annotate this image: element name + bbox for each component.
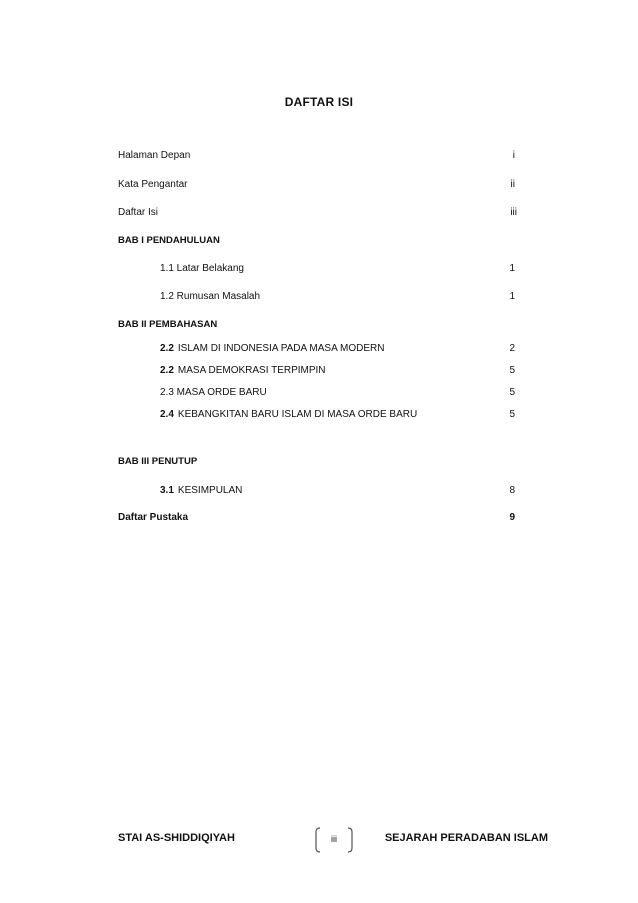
toc-label: 2.3 MASA ORDE BARU xyxy=(160,387,267,398)
page-title: DAFTAR ISI xyxy=(284,95,354,109)
toc-entry-kesimpulan xyxy=(160,484,515,498)
toc-section-number: 2.4 xyxy=(160,409,174,420)
toc-entry-kebangkitan-baru xyxy=(160,408,515,422)
toc-page-number: ii xyxy=(510,179,515,190)
toc-entry-islam-indonesia xyxy=(160,342,515,356)
toc-page-number: 2 xyxy=(509,343,515,354)
toc-page-number: 5 xyxy=(509,387,515,398)
toc-label: Kata Pengantar xyxy=(118,179,188,190)
toc-entry-latar-belakang xyxy=(160,262,515,276)
toc-section-number: 2.2 xyxy=(160,343,174,354)
toc-entry-rumusan-masalah xyxy=(160,290,515,304)
toc-page-number: 1 xyxy=(509,291,515,302)
toc-entry-kata-pengantar xyxy=(118,178,515,192)
toc-label: 1.2 Rumusan Masalah xyxy=(160,291,261,302)
toc-label: Daftar Pustaka xyxy=(118,512,189,523)
toc-page-number: 1 xyxy=(509,263,515,274)
toc-page-number: 8 xyxy=(509,485,515,496)
footer-page-number: iii xyxy=(331,834,337,844)
toc-page-number: i xyxy=(512,150,515,161)
toc-page-number: 5 xyxy=(509,365,515,376)
toc-label: Daftar Isi xyxy=(118,207,159,218)
toc-entry-demokrasi-terpimpin xyxy=(160,364,515,378)
page-footer xyxy=(118,826,548,856)
toc-section-number: 2.2 xyxy=(160,365,174,376)
chapter-heading-bab-3: BAB III PENUTUP xyxy=(118,456,198,467)
toc-label: 1.1 Latar Belakang xyxy=(160,263,244,274)
chapter-heading-bab-1: BAB I PENDAHULUAN xyxy=(118,235,220,246)
toc-page-number: 5 xyxy=(509,409,515,420)
footer-page-marker xyxy=(314,826,354,854)
toc-label: ISLAM DI INDONESIA PADA MASA MODERN xyxy=(177,343,385,354)
toc-label: KEBANGKITAN BARU ISLAM DI MASA ORDE BARU xyxy=(177,409,418,420)
toc-label: Halaman Depan xyxy=(118,150,191,161)
toc-entry-halaman-depan xyxy=(118,149,515,163)
toc-entry-daftar-pustaka xyxy=(118,511,515,525)
footer-subject: SEJARAH PERADABAN ISLAM xyxy=(384,832,548,844)
toc-page-number: 9 xyxy=(509,512,515,523)
toc-label: MASA DEMOKRASI TERPIMPIN xyxy=(177,365,326,376)
toc-section-number: 3.1 xyxy=(160,485,174,496)
toc-label: KESIMPULAN xyxy=(177,485,243,496)
toc-entry-daftar-isi xyxy=(118,206,517,220)
toc-entry-orde-baru xyxy=(160,386,515,400)
chapter-heading-bab-2: BAB II PEMBAHASAN xyxy=(118,319,218,330)
toc-page-number: iii xyxy=(510,207,517,218)
footer-institution: STAI AS-SHIDDIQIYAH xyxy=(118,832,235,844)
